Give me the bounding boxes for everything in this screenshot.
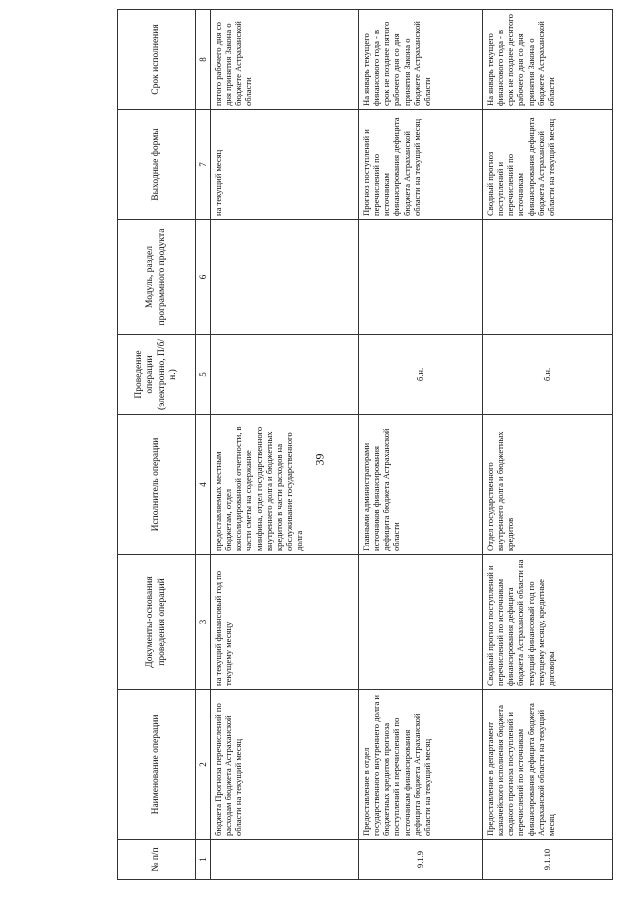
operation-basis: Сводный прогноз поступлений и перечислений по источникам финансирования дефицита бюджета Астраханской области на текущий финансовый год по текущему месяцу, кредитные договоры bbox=[483, 555, 613, 690]
operation-module bbox=[211, 220, 359, 335]
operation-basis: на текущий финансовый год по текущему месяцу bbox=[211, 555, 359, 690]
rotated-table-container bbox=[117, 10, 611, 880]
header-name: Наименование операции bbox=[118, 690, 196, 840]
operation-name: Предоставление в департамент казначейского исполнения бюджета сводного прогноза поступлений и перечислений по источникам финансирования дефицита бюджета Астраханской области на текущий месяц bbox=[483, 690, 613, 840]
operation-output: Прогноз поступлений и перечислений по источникам финансирования дефицита бюджета Астраханской области на текущий месяц bbox=[359, 110, 483, 220]
table-row bbox=[359, 10, 483, 880]
header-row bbox=[118, 10, 196, 880]
operation-name: Предоставление в отдел государственного внутреннего долга и бюджетных кредитов прогноза поступлений и перечислений по источникам финансирования дефицита бюджета Астраханской области на текущий месяц bbox=[359, 690, 483, 840]
operation-name: бюджета Прогноза перечислений по расходам бюджета Астраханской области на текущий месяц bbox=[211, 690, 359, 840]
column-number: 5 bbox=[196, 335, 211, 415]
row-id: 9.1.9 bbox=[359, 840, 483, 880]
operation-deadline: пятого рабочего дня со дня принятия Закона о бюджете Астраханской области bbox=[211, 10, 359, 110]
header-executor: Исполнитель операции bbox=[118, 415, 196, 555]
header-basis: Документы-основания проведения операций bbox=[118, 555, 196, 690]
operation-executor: Отдел государственного внутреннего долга и бюджетных кредитов bbox=[483, 415, 613, 555]
operation-method: б.н. bbox=[359, 335, 483, 415]
table-row bbox=[211, 10, 359, 880]
operation-method bbox=[211, 335, 359, 415]
operation-module bbox=[483, 220, 613, 335]
header-method: Проведение операции (электронно, П/б/н.) bbox=[118, 335, 196, 415]
header-module: Модуль, раздел программного продукта bbox=[118, 220, 196, 335]
header-output: Выходные формы bbox=[118, 110, 196, 220]
operation-output: Сводный прогноз поступлений и перечислений по источникам финансирования дефицита бюджета Астраханской области на текущий месяц bbox=[483, 110, 613, 220]
row-id: 9.1.10 bbox=[483, 840, 613, 880]
column-number: 4 bbox=[196, 415, 211, 555]
operation-executor: Главными администраторами источников финансирования дефицита бюджета Астраханской области bbox=[359, 415, 483, 555]
column-number: 6 bbox=[196, 220, 211, 335]
operation-basis bbox=[359, 555, 483, 690]
operation-executor: предоставляемых местным бюджетам, отдел консолидированной отчетности, в части сметы на содержание минфина, отдел государственного внутреннего долга и бюджетных кредитов в части расходов на обслуживание государственного долга bbox=[211, 415, 359, 555]
column-number: 3 bbox=[196, 555, 211, 690]
column-number: 8 bbox=[196, 10, 211, 110]
column-number: 1 bbox=[196, 840, 211, 880]
row-id bbox=[211, 840, 359, 880]
column-number: 7 bbox=[196, 110, 211, 220]
operations-table bbox=[117, 9, 613, 880]
operation-method: б.н. bbox=[483, 335, 613, 415]
operation-deadline: На январь текущего финансового года - в срок не позднее пятого рабочего дня со дня принятия Закона о бюджете Астраханской области bbox=[359, 10, 483, 110]
column-number: 2 bbox=[196, 690, 211, 840]
header-num: № п/п bbox=[118, 840, 196, 880]
operation-output: на текущий месяц bbox=[211, 110, 359, 220]
column-number-row bbox=[196, 10, 211, 880]
header-deadline: Срок исполнения bbox=[118, 10, 196, 110]
operation-module bbox=[359, 220, 483, 335]
page-number: 39 bbox=[312, 453, 327, 466]
operation-deadline: На январь текущего финансового года - в срок не позднее десятого рабочего дня со дня принятия Закона о бюджете Астраханской области bbox=[483, 10, 613, 110]
table-row bbox=[483, 10, 613, 880]
